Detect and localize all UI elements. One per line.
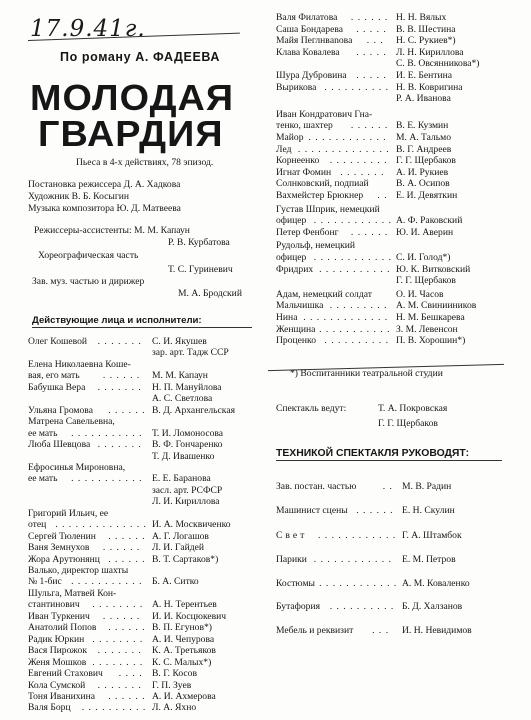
role-name: Олег Кошевой [28, 336, 88, 347]
role-name: Матрена Савельевна, [28, 416, 115, 428]
role-name: Майя Пеглнвanова [276, 35, 353, 47]
tech-person: Е. М. Петров [402, 554, 456, 565]
role-name: стантинович [28, 599, 80, 611]
performer-name: Н. П. Мануйлова [152, 381, 222, 393]
assistants-label: Режиссеры-ассистенты: М. М. Капаун [34, 225, 190, 236]
tech-role: Бутафория [276, 601, 320, 612]
performer-name: В. Д. Архангельская [152, 404, 235, 416]
role-name: Густав Шприк, немецкий [276, 203, 380, 215]
leader-dots: . . . . . . . . . . . . [318, 530, 397, 541]
role-name: Вахмейстер Брюкнер [276, 190, 364, 201]
tech-role: Свет [276, 530, 308, 541]
music-label: Зав. муз. частью и дирижер [32, 276, 145, 287]
leader-dots: . . . . . . . . . . . . [313, 215, 392, 227]
role-name: Лед [276, 143, 292, 155]
role-name: Ефросинья Мироновна, [28, 461, 126, 473]
leader-dots: . . . . . . [102, 610, 141, 622]
leader-dots: . . . . . . . . . . . [319, 323, 391, 335]
handwritten-date: 17.9.41г. [30, 16, 146, 42]
role-name: Бабушка Вера [28, 381, 86, 393]
leader-dots: . . . . . . [350, 12, 389, 23]
performer-name: С. И. Якушев [152, 336, 207, 347]
tech-person: Е. Н. Скулин [402, 505, 455, 516]
performer-name: С. В. Овсянникова*) [396, 58, 480, 70]
title-line-1: МОЛОДАЯ [30, 77, 235, 118]
tech-role: Зав. постан. частью [276, 481, 357, 492]
leader-dots: . . . . . . . . . . . . [313, 252, 392, 263]
role-name: Петер Фенбонг [276, 226, 339, 238]
tech-role: Мебель и реквизит [276, 625, 354, 636]
leader-dots: . . . . . . [350, 120, 389, 132]
performer-name: И. Е. Бентина [396, 70, 453, 81]
performer-name: Ю. И. Аверин [396, 226, 454, 238]
role-name: Майор [276, 132, 304, 143]
performer-name: Г. Г. Щербаков [396, 155, 456, 167]
role-name: офицер [276, 215, 307, 227]
leader-dots: . . . . . . . . . [329, 155, 388, 167]
leader-dots: . . . . . . . . . . . . . . [55, 519, 147, 531]
leader-dots: . . . . [118, 668, 143, 680]
leader-dots: . . . [366, 35, 384, 47]
leader-dots: . . . . . . [108, 690, 146, 702]
leader-dots: . . . . . . . [340, 166, 385, 178]
title-line-2: ГВАРДИЯ [38, 113, 224, 154]
role-name: Женщина [276, 323, 316, 335]
leader-dots: . . . . . . . [97, 679, 142, 691]
performer-name: И. А. Москвиченко [152, 519, 231, 531]
performer-name: Л. И. Гайдей [152, 542, 205, 554]
leader-dots: . . . . . . . . . . . . [313, 554, 392, 565]
performer-name: В. Ф. Гончаренко [152, 439, 223, 451]
credit-music: Музыка композитора Ю. Д. Матвеева [28, 203, 181, 214]
music-name: М. А. Бродский [178, 288, 242, 299]
role-name: Шура Дубровина [276, 70, 347, 81]
leader-dots: . . . . . . . . . . [329, 601, 395, 612]
conducted-name-1: Т. А. Покровская [378, 403, 448, 414]
role-name: Валько, директор шахты [28, 565, 129, 576]
leader-dots: . . [382, 481, 393, 492]
performer-name: А. Ф. Раковский [396, 215, 463, 227]
role-name: Рудольф, немецкий [276, 240, 356, 252]
performer-name: К. А. Третьяков [152, 645, 216, 657]
leader-dots: . . . . . [356, 70, 387, 81]
performer-name: В. Е. Кузмин [396, 120, 449, 132]
tech-person: Б. Д. Халзанов [402, 601, 463, 612]
leader-dots: . . . . . . [350, 226, 389, 238]
leader-dots: . . . . . . . . . . . [71, 576, 143, 588]
tech-role: Парики [276, 554, 307, 565]
performer-name: А. И. Ахмерова [152, 690, 216, 702]
performer-name: А. И. Чепурова [152, 633, 215, 645]
leader-dots: . . . . . . [108, 622, 146, 634]
leader-dots: . . . . . . [356, 505, 394, 516]
performer-name: Н. Н. Вялых [396, 12, 447, 23]
leader-dots: . . . . . . . . . . [324, 335, 389, 347]
leader-dots: . . . . . . . [97, 439, 142, 451]
leader-dots: . . . . . . . . . . . [71, 427, 143, 439]
performer-name: А. Г. Логашов [152, 530, 209, 542]
tech-person: И. Н. Невидимов [402, 625, 472, 636]
leader-dots: . . . . . . . [97, 381, 142, 393]
leader-dots: . . . . . [356, 46, 387, 58]
role-name: Жора Арутюнянц [28, 553, 100, 565]
novel-line: По роману А. ФАДЕЕВА [60, 50, 221, 64]
footnote: *) Воспитанники театральной студии [290, 368, 443, 379]
role-name: Проценко [276, 335, 317, 347]
choreo-label: Хореографическая часть [38, 250, 139, 261]
performer-name: В. В. Шестина [396, 23, 456, 35]
performer-name: Л. Н. Кириллова [396, 46, 464, 58]
role-name: Анатолий Попов [28, 622, 97, 634]
role-name: Кола Сумской [28, 679, 86, 691]
leader-dots: . . . . . . . . . [329, 300, 388, 312]
role-name: Адам, немецкий солдат [276, 288, 372, 300]
performer-name: В. Г. Андреев [396, 143, 452, 155]
performer-name: Б. А. Ситко [152, 576, 199, 588]
role-name: Игнат Фомин [276, 166, 332, 178]
performer-name: В. П. Егунов*) [152, 622, 212, 634]
tech-header-underline [276, 460, 502, 461]
leader-dots: . . . . . . . . . . . . [319, 578, 398, 589]
credit-artist: Художник В. Б. Косыгин [28, 191, 130, 202]
performer-name: Т. И. Ломоносова [152, 427, 224, 439]
role-name: Корнеенко [276, 155, 320, 167]
leader-dots: . . . . . . . . . . [324, 81, 389, 93]
performer-name: С. И. Голод*) [396, 252, 451, 263]
performer-name: Е. Е. Баранова [152, 473, 211, 485]
assistants-second: Р. В. Курбатова [168, 237, 230, 248]
performer-name: К. С. Малых*) [152, 656, 212, 668]
role-name: Ульяна Громова [28, 404, 93, 416]
cast-header: Действующие лица и исполнители: [32, 315, 202, 326]
role-name: вая, его мать [28, 370, 80, 382]
tech-header: ТЕХНИКОЙ СПЕКТАКЛЯ РУКОВОДЯТ: [276, 448, 470, 459]
leader-dots: . . . . . . . . . . . . . . [297, 143, 390, 155]
performer-name: Г. Г. Щербаков [396, 275, 456, 287]
tech-person: М. В. Радин [402, 481, 452, 492]
tech-person: А. М. Коваленко [402, 578, 470, 589]
role-name: Евгений Стахович [28, 668, 103, 680]
performer-name: Ю. К. Витковский [396, 263, 471, 275]
role-name: Тоня Иванихина [28, 690, 96, 702]
role-name: Вася Пирожок [28, 645, 87, 657]
performer-name: Н. В. Ковригина [396, 81, 463, 93]
leader-dots: . . . . . . [108, 530, 146, 542]
role-name: Саша Бондарева [276, 23, 343, 35]
leader-dots: . . . . . . . . [92, 633, 144, 645]
performer-name: Т. Д. Ивашенко [152, 450, 215, 462]
performer-name: А. М. Свинииников [396, 300, 477, 312]
role-name: Женя Мошков [28, 656, 87, 668]
subtitle: Пьеса в 4-х действиях, 78 эпизод. [76, 157, 214, 168]
role-name: Солнковский, подпиай [276, 178, 369, 190]
performer-name: М. М. Капаун [152, 370, 208, 382]
role-name: тенко, шахтер [276, 120, 333, 132]
leader-dots: . . . . . . . . . . . [71, 473, 143, 485]
performer-name: П. В. Хорошин*) [396, 335, 466, 347]
leader-dots: . . . . . . . [97, 336, 142, 347]
conducted-label: Спектакль ведут: [276, 403, 347, 414]
role-name: ее мать [28, 427, 58, 439]
leader-dots: . . . . . . . . [92, 599, 144, 611]
performer-name: М. А. Тальмо [396, 132, 452, 143]
role-name: ее мать [28, 473, 58, 485]
leader-dots: . . . . . . . [97, 645, 142, 657]
conducted-name-2: Г. Г. Щербаков [378, 418, 438, 429]
performer-name: Г. П. Зуев [152, 679, 192, 691]
cast-header-underline [32, 327, 252, 328]
role-name: Люба Шевцова [28, 439, 91, 451]
role-name: Елена Николаевна Коше- [28, 358, 131, 370]
performer-name: О. И. Часов [396, 288, 444, 300]
role-name: Сергей Тюленин [28, 530, 96, 542]
performer-name: зар. арт. Тадж ССР [152, 347, 229, 359]
role-name: Валя Борц [28, 702, 71, 714]
role-name: офицер [276, 252, 307, 263]
performer-name: А. Н. Терентьев [152, 599, 217, 611]
performer-name: А. С. Светлова [152, 393, 213, 405]
role-name: Радик Юркин [28, 633, 85, 645]
performer-name: засл. арт. РСФСР [152, 484, 223, 496]
leader-dots: . . . [372, 625, 390, 636]
performer-name: А. И. Рукиев [396, 166, 449, 178]
choreo-name: Т. С. Гуриневич [168, 264, 233, 275]
leader-dots: . . . . . . . . [92, 656, 144, 668]
role-name: отец [28, 519, 47, 531]
performer-name: Р. А. Иванова [396, 93, 451, 105]
leader-dots: . . . . . . . . . . [81, 702, 147, 714]
performer-name: Л. А. Яхно [152, 702, 197, 714]
role-name: Иван Туркенич [28, 610, 90, 622]
role-name: Валя Филатова [276, 12, 338, 23]
role-name: Вырикова [276, 81, 317, 93]
performer-name: Е. И. Девяткин [396, 190, 458, 201]
leader-dots: . . . . . . . . . . . . [308, 132, 387, 143]
performer-name: Л. И. Кириллова [152, 496, 220, 508]
tech-person: Г. А. Штамбок [402, 530, 462, 541]
leader-dots: . . . . . [356, 23, 387, 35]
tech-role: Машинист сцены [276, 505, 348, 516]
leader-dots: . . [377, 190, 388, 201]
role-name: Григорий Ильич, ее [28, 507, 109, 519]
role-name: Фридрих [276, 263, 314, 275]
leader-dots: . . . . . . [102, 542, 141, 554]
tech-role: Костюмы [276, 578, 315, 589]
performer-name: В. А. Осипов [396, 178, 450, 190]
leader-dots: . . . . . . [108, 404, 146, 416]
leader-dots: . . . . . . [102, 370, 141, 382]
role-name: Клава Ковалева [276, 46, 340, 58]
credit-director: Постановка режиссера Д. А. Хадкова [28, 179, 181, 190]
performer-name: Н. С. Рукиев*) [396, 35, 456, 47]
leader-dots: . . . . . . [108, 553, 146, 565]
role-name: Иван Кондратович Гна- [276, 108, 373, 120]
role-name: Шульга, Матвей Кон- [28, 587, 117, 599]
role-name: Нина [276, 312, 298, 323]
role-name: Ваня Земнухов [28, 542, 90, 554]
performer-name: И. И. Косцюкевич [152, 610, 227, 622]
role-name: № 1-бис [28, 576, 62, 588]
leader-dots: . . . . . . . . . . . [319, 263, 391, 275]
role-name: Мальчишка [276, 300, 324, 312]
performer-name: З. М. Левенсон [396, 323, 458, 335]
performer-name: Н. М. Бешкарева [396, 312, 465, 323]
leader-dots: . . . . . . . . . . . . . [303, 312, 389, 323]
performer-name: В. Г. Косов [152, 668, 197, 680]
performer-name: В. Т. Сартаков*) [152, 553, 219, 565]
